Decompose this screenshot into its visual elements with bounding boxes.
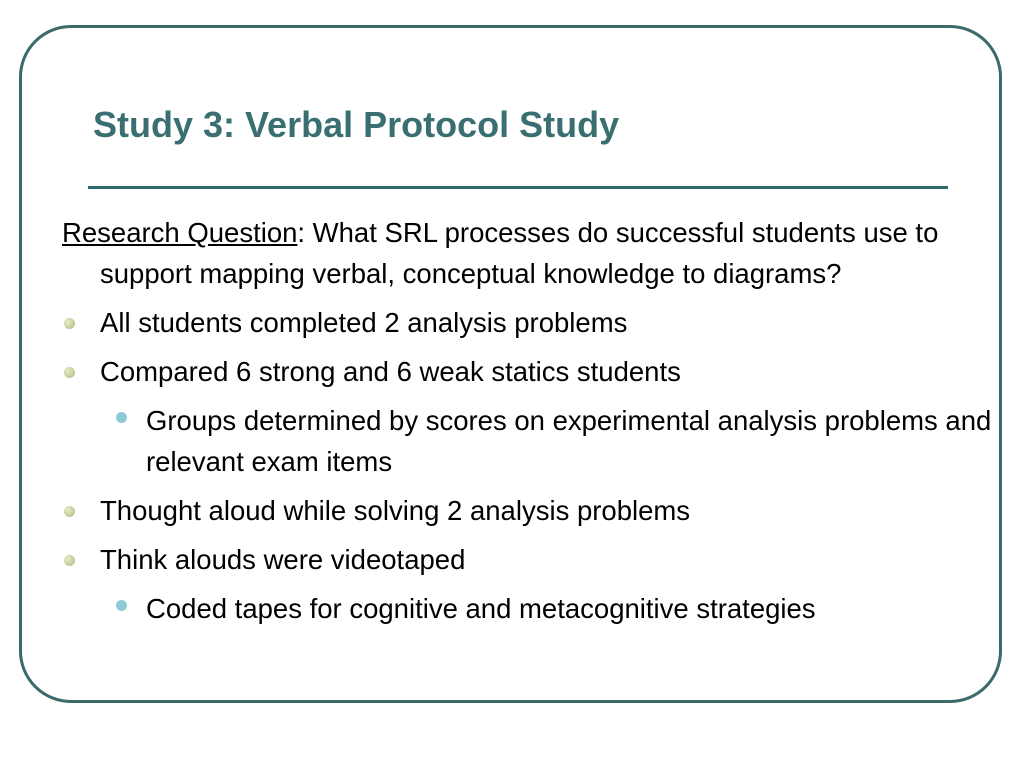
research-question <box>62 212 992 294</box>
bullet-dot-icon <box>64 318 75 329</box>
bullet-item <box>62 539 992 580</box>
sub-bullet-dot-icon <box>116 600 127 611</box>
slide-body <box>62 212 992 629</box>
bullet-item <box>62 302 992 343</box>
sub-bullet-item <box>62 400 992 482</box>
sub-bullet-item <box>62 588 992 629</box>
bullet-text: Compared 6 strong and 6 weak statics students <box>100 356 681 387</box>
research-question-text: : What SRL processes do successful students use to support mapping verbal, conceptual knowledge to diagrams? <box>100 217 939 289</box>
sub-bullet-text: Groups determined by scores on experimental analysis problems and relevant exam items <box>146 405 992 477</box>
title-divider <box>88 186 948 189</box>
bullet-item <box>62 351 992 392</box>
bullet-dot-icon <box>64 367 75 378</box>
bullet-text: All students completed 2 analysis problems <box>100 307 628 338</box>
bullet-text: Think alouds were videotaped <box>100 544 466 575</box>
bullet-text: Thought aloud while solving 2 analysis problems <box>100 495 691 526</box>
slide-title: Study 3: Verbal Protocol Study <box>93 104 620 145</box>
bullet-item <box>62 490 992 531</box>
bullet-dot-icon <box>64 506 75 517</box>
bullet-dot-icon <box>64 555 75 566</box>
sub-bullet-text: Coded tapes for cognitive and metacognitive strategies <box>146 593 816 624</box>
sub-bullet-dot-icon <box>116 412 127 423</box>
research-question-label: Research Question <box>62 217 298 248</box>
